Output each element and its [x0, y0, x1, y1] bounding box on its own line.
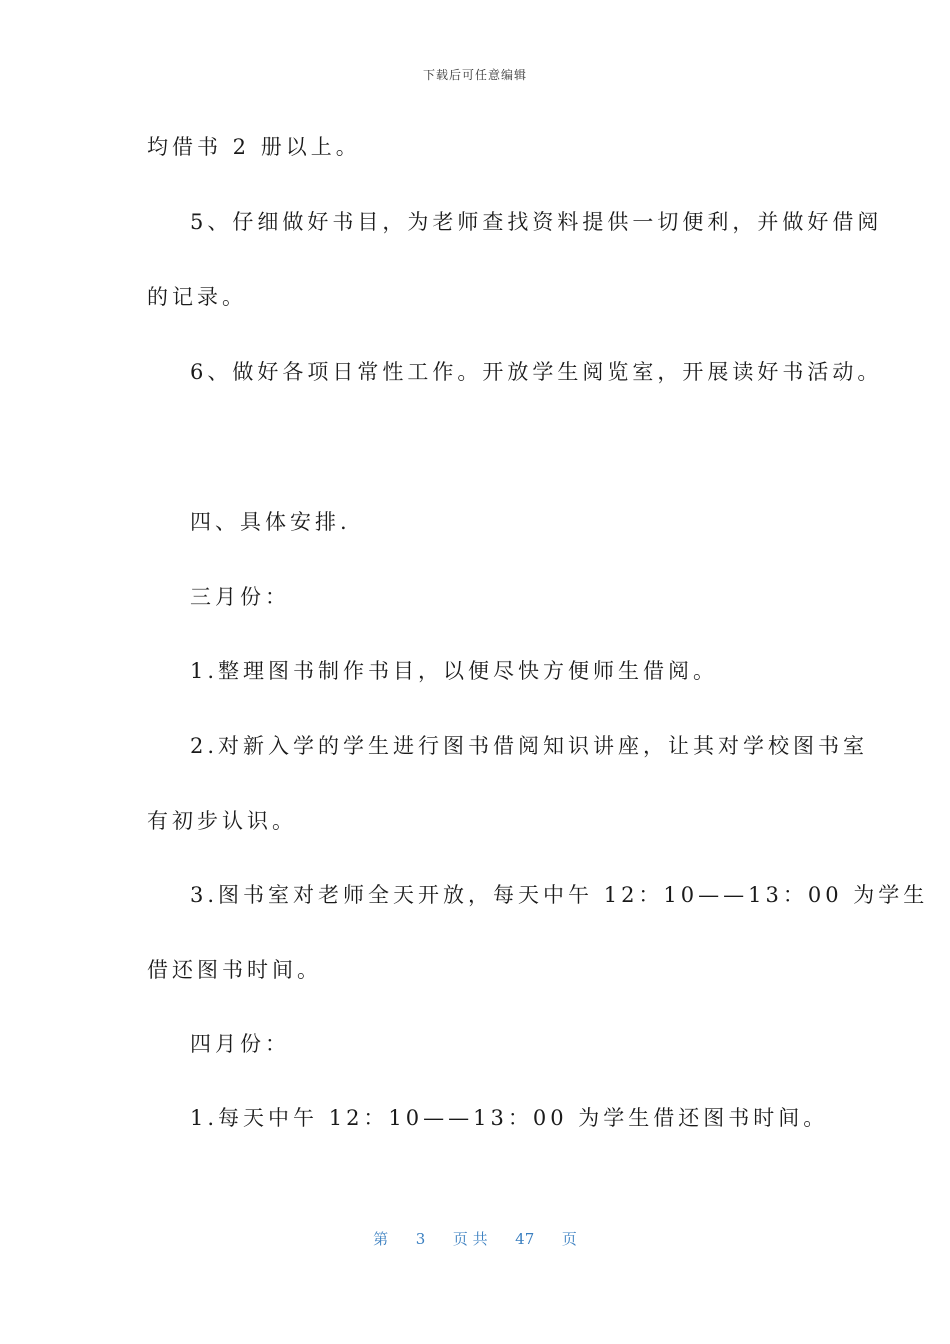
paragraph-line: 3.图书室对老师全天开放，每天中午 12：10——13：00 为学生 [190, 883, 929, 907]
paragraph-line: 5、仔细做好书目，为老师查找资料提供一切便利，并做好借阅 [190, 210, 883, 234]
page-label-suffix: 页 [561, 1230, 577, 1248]
page-label-prefix: 第 [373, 1230, 389, 1248]
paragraph-line: 1.每天中午 12：10——13：00 为学生借还图书时间。 [190, 1106, 829, 1130]
page-footer [0, 1228, 950, 1249]
page-header-note: 下载后可任意编辑 [422, 68, 527, 82]
paragraph-line: 均借书 2 册以上。 [147, 135, 361, 159]
section-heading: 四、具体安排. [190, 510, 351, 534]
paragraph-line: 有初步认识。 [147, 809, 297, 833]
month-heading: 四月份： [190, 1032, 290, 1056]
total-pages-number: 47 [515, 1230, 535, 1248]
paragraph-line: 2.对新入学的学生进行图书借阅知识讲座，让其对学校图书室 [190, 734, 869, 758]
paragraph-line: 1.整理图书制作书目，以便尽快方便师生借阅。 [190, 659, 719, 683]
page-label-mid: 页 共 [452, 1230, 488, 1248]
month-heading: 三月份： [190, 585, 290, 609]
paragraph-line: 借还图书时间。 [147, 958, 322, 982]
current-page-number: 3 [415, 1230, 426, 1248]
paragraph-line: 6、做好各项日常性工作。开放学生阅览室，开展读好书活动。 [190, 360, 883, 384]
paragraph-line: 的记录。 [147, 285, 247, 309]
